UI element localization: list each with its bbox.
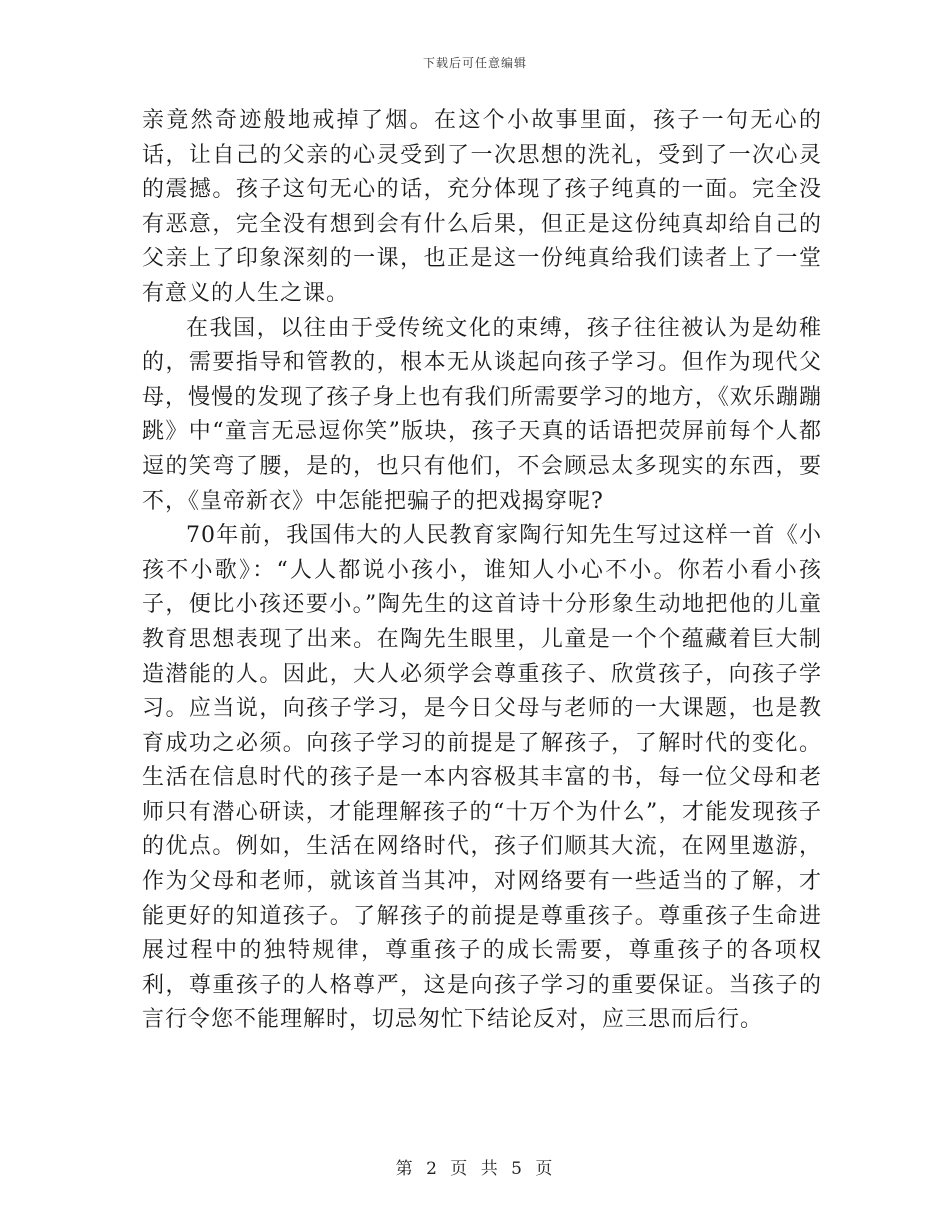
document-body bbox=[142, 104, 822, 1038]
paragraph-tao-xingzhi: 70年前，我国伟大的人民教育家陶行知先生写过这样一首《小孩不小歌》：“人人都说小孩小，谁知人小心不小。你若小看小孩子，便比小孩还要小。”陶先生的这首诗十分形象生动地把他的儿童教育思想表现了出来。在陶先生眼里，儿童是一个个蕴藏着巨大制造潜能的人。因此，大人必须学会尊重孩子、欣赏孩子，向孩子学习。应当说，向孩子学习，是今日父母与老师的一大课题，也是教育成功之必须。向孩子学习的前提是了解孩子，了解时代的变化。生活在信息时代的孩子是一本内容极其丰富的书，每一位父母和老师只有潜心研读，才能理解孩子的“十万个为什么”，才能发现孩子的优点。例如，生活在网络时代，孩子们顺其大流，在网里遨游，作为父母和老师，就该首当其冲，对网络要有一些适当的了解，才能更好的知道孩子。了解孩子的前提是尊重孩子。尊重孩子生命进展过程中的独特规律，尊重孩子的成长需要，尊重孩子的各项权利，尊重孩子的人格尊严，这是向孩子学习的重要保证。当孩子的言行令您不能理解时，切忌匆忙下结论反对，应三思而后行。 bbox=[142, 523, 822, 1033]
paragraph-tradition: 在我国，以往由于受传统文化的束缚，孩子往往被认为是幼稚的，需要指导和管教的，根本无从谈起向孩子学习。但作为现代父母，慢慢的发现了孩子身上也有我们所需要学习的地方，《欢乐蹦蹦跳》中“童言无忌逗你笑”版块，孩子天真的话语把荧屏前每个人都逗的笑弯了腰，是的，也只有他们，不会顾忌太多现实的东西，要不，《皇帝新衣》中怎能把骗子的把戏揭穿呢? bbox=[142, 315, 822, 514]
paragraph-continuation: 亲竟然奇迹般地戒掉了烟。在这个小故事里面，孩子一句无心的话，让自己的父亲的心灵受到了一次思想的洗礼，受到了一次心灵的震撼。孩子这句无心的话，充分体现了孩子纯真的一面。完全没有恶意，完全没有想到会有什么后果，但正是这份纯真却给自己的父亲上了印象深刻的一课，也正是这一份纯真给我们读者上了一堂有意义的人生之课。 bbox=[142, 108, 822, 306]
page-number-footer: 第 2 页 共 5 页 bbox=[395, 1159, 555, 1179]
page-header: 下载后可任意编辑 bbox=[422, 56, 527, 70]
